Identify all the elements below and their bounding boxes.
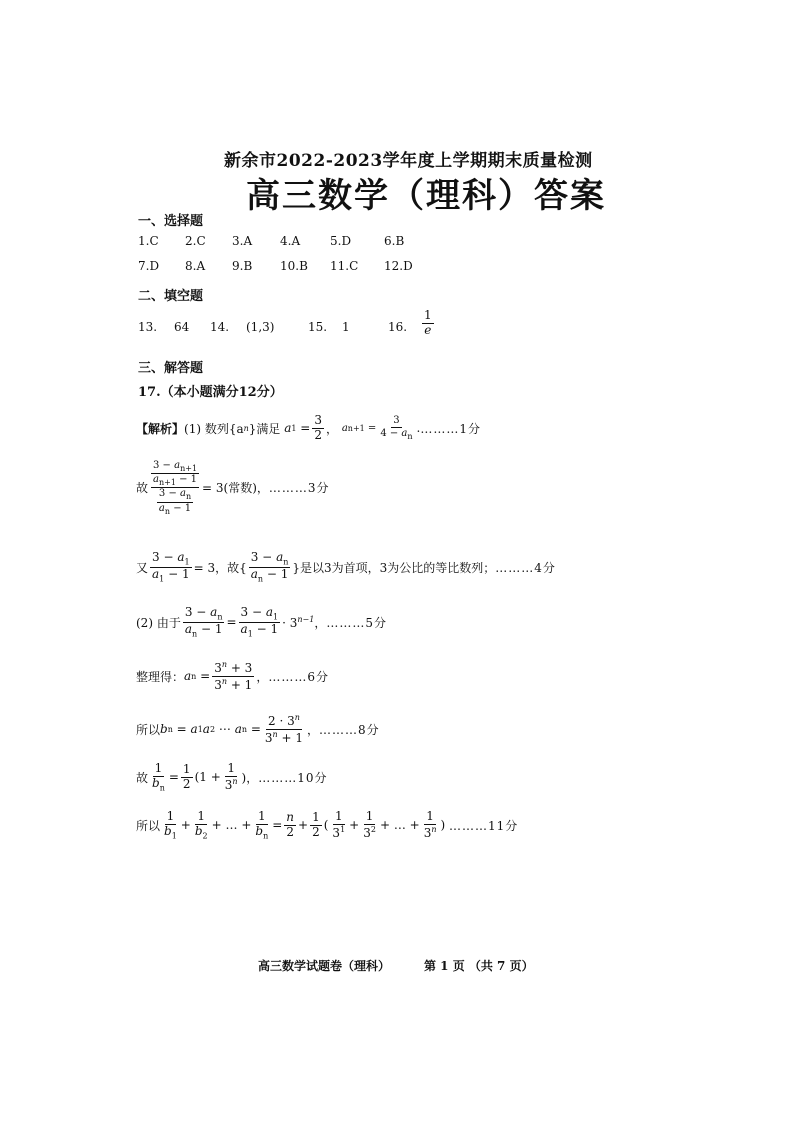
solution-line-5: 整理得： a n = $\frac{3^n + 3}{3^n + 1}$ ， ………6分 — [136, 660, 329, 692]
score-marker: ………3分 — [268, 481, 330, 496]
choice-answer: 9.B — [232, 259, 253, 273]
choice-answer: 7.D — [138, 259, 160, 273]
solution-text: 所以 — [136, 818, 161, 833]
solution-text: = 3(常数)， — [202, 481, 269, 496]
fill-answer: 64 — [174, 320, 190, 334]
score-marker: ………10分 — [258, 770, 328, 785]
section-choice: 一、选择题 — [138, 214, 204, 229]
exam-subtitle: 新余市2022-2023学年度上学期期末质量检测 — [224, 151, 593, 171]
score-marker: ………1分 — [420, 421, 482, 436]
solution-line-8: 所以 $\frac{1}{b_1}$ + $\frac{1}{b_2}$ + … + $\frac{1}{b_n}$ = $\frac{n}{2}$ + $\frac{1}{2}$ ( $\frac{1}{3^1}$ + $\frac{1}{3^2}$ + … + $\frac{1}{3^n}$ ) ………11分 — [136, 809, 519, 841]
solution-text: 又 — [136, 560, 149, 575]
choice-answer: 6.B — [384, 234, 405, 248]
solution-text: = 3，故{ — [193, 560, 247, 575]
choice-answer: 11.C — [330, 259, 359, 273]
score-marker: ………8分 — [319, 722, 380, 737]
score-marker: ………4分 — [495, 560, 556, 575]
choice-answer: 4.A — [280, 234, 301, 248]
solution-text: (1) 数列{a — [184, 421, 244, 436]
score-marker: ………6分 — [268, 669, 329, 684]
solution-line-1: 【解析】 (1) 数列{a n }满足 a 1 = $\frac{3}{2}$ ， a n+1 = $\frac{3}{4 - a_n}$ . ………1分 — [136, 413, 482, 442]
analysis-label: 【解析】 — [136, 421, 185, 436]
fill-question-number: 16. — [388, 320, 408, 334]
choice-answer: 5.D — [330, 234, 352, 248]
score-marker: ………11分 — [449, 818, 519, 833]
fill-question-number: 13. — [138, 320, 158, 334]
choice-answer: 8.A — [185, 259, 206, 273]
solution-line-2: 故 $\frac{3 - a_{n+1}}{a_{n+1} - 1}$ $\frac{3 - a_n}{a_n - 1}$ = 3(常数)， ………3分 — [136, 460, 330, 516]
choice-answer: 12.D — [384, 259, 413, 273]
fill-answer: 1 — [342, 320, 350, 334]
fill-question-number: 14. — [210, 320, 230, 334]
solution-text: }满足 — [248, 421, 281, 436]
fill-answer: (1,3) — [246, 320, 275, 334]
choice-answer: 2.C — [185, 234, 206, 248]
page-title: 高三数学（理科）答案 — [246, 176, 606, 216]
solution-line-7: 故 $\frac{1}{b_n}$ = $\frac{1}{2}$ (1 + $\frac{1}{3^n}$ )， ………10分 — [136, 761, 328, 793]
section-solve: 三、解答题 — [138, 361, 204, 376]
solution-line-6: 所以 b n = a 1 a 2 ⋯ a n = $\frac{2 \cdot 3^n}{3^n + 1}$ ， ………8分 — [136, 713, 380, 745]
choice-answer: 3.A — [232, 234, 253, 248]
solution-text: 故 — [136, 481, 149, 496]
footer-page-number: 第 1 页 （共 7 页） — [424, 959, 534, 973]
question-17-heading: 17.（本小题满分12分） — [138, 385, 283, 400]
solution-text: 所以 — [136, 722, 161, 737]
choice-answer: 10.B — [280, 259, 308, 273]
footer-title: 高三数学试题卷（理科） — [258, 959, 391, 973]
solution-text: 故 — [136, 770, 149, 785]
solution-text: }是以3为首项，3为公比的等比数列； — [292, 560, 496, 575]
section-fill: 二、填空题 — [138, 289, 204, 304]
fill-question-number: 15. — [308, 320, 328, 334]
solution-text: 整理得： — [136, 669, 185, 684]
score-marker: ………5分 — [326, 615, 387, 630]
solution-text: (2) 由于 — [136, 615, 181, 630]
solution-line-4: (2) 由于 $\frac{3 - a_n}{a_n - 1}$ = $\frac{3 - a_1}{a_1 - 1}$ · $3^{n-1}$， ………5分 — [136, 605, 387, 638]
solution-line-3: 又 $\frac{3 - a_1}{a_1 - 1}$ = 3，故{ $\frac{3 - a_n}{a_n - 1}$ }是以3为首项，3为公比的等比数列； ………4分 — [136, 550, 556, 583]
choice-answer: 1.C — [138, 234, 159, 248]
fill-answer-fraction: $\frac{1}{e}$ — [424, 308, 432, 337]
